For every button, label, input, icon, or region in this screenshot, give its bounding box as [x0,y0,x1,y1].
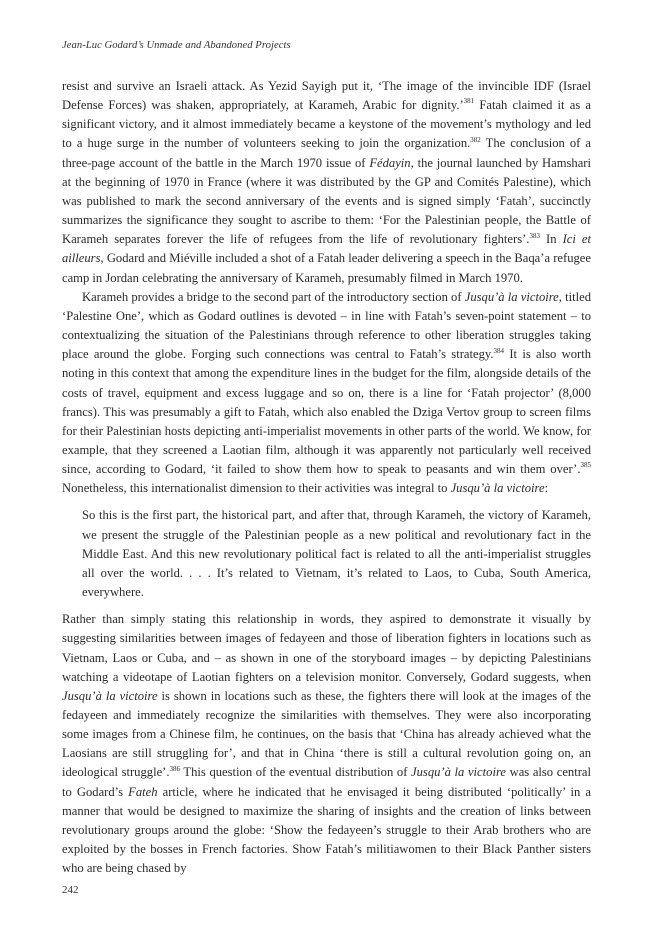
text-run: The conclusion of a three-page account of the battle in the March 1970 issue of [62,136,591,170]
text-run: Nonetheless, this internationalist dimension to their activities was integral to [62,481,451,496]
block-quote: So this is the first part, the historical part, and after that, through Karameh, the victory of Karameh, we present the struggle of the Palestinian people as a new political and revolutionary fact in the Middle East. And this new revolutionary political fact is related to all the anti-imperialist struggles all over the world. . . . It’s related to Vietnam, it’s related to Laos, to Cuba, South America, everywhere. [82,508,591,600]
italic-title: Jusqu’à la victoire [450,481,545,496]
text-run: article, where he indicated that he envisaged it being distributed ‘politically’ in a manner that would be designed to maximize the sharing of insights and the creation of links between revolutionary groups around the globe: ‘Show the fedayeen’s struggle to their Arab brothers who are exploited by the bosses in French factories. Show Fatah’s militiawomen to their Black Panther sisters who are being chased by [62,784,591,876]
footnote-ref: 384 [493,346,505,355]
text-run: is shown in locations such as these, the fighters there will look at the images of the fedayeen and immediately recognize the similarities with themselves. They were also incorporating some images from a Chinese film, he continues, on the basis that ‘China has already achieved what the Laosians are still struggling for’, and that in China ‘there is still a cultural revolution going on, an ideological struggle’. [62,688,591,780]
text-run: In [539,232,563,247]
running-head: Jean-Luc Godard’s Unmade and Abandoned Projects [62,40,291,51]
footnote-ref: 383 [529,231,540,240]
text-run: : [544,481,549,496]
text-run: Rather than simply stating this relationship in words, they aspired to demonstrate it visually by suggesting similarities between images of fedayeen and those of liberation fighters in locations such as Vietnam, Laos or Cuba, and – as shown in one of the storyboard images – by depicting Palestinians watching a videotape of Laotian fighters on a television monitor. Conversely, Godard suggests, when [62,612,591,684]
italic-title: Jusqu’à la victoire [464,289,559,304]
text-run: , Godard and Miéville included a shot of a Fatah leader delivering a speech in the Baqa’a refugee camp in Jordan celebrating the anniversary of Karameh, presumably filmed in March 1970. [62,251,591,285]
text-run: , titled ‘Palestine One’, which as Godard outlines is devoted – in line with Fatah’s seven-point statement – to contextualizing the situation of the Palestinians through reference to other liberation struggles taking place around the globe. Forging such connections was central to Fatah’s strategy. [62,289,591,362]
italic-title: Fateh [128,784,158,799]
footnote-ref: 386 [169,764,181,773]
text-run: Karameh provides a bridge to the second part of the introductory section of [82,289,465,304]
body-text [62,77,591,878]
text-run: was also central to Godard’s [62,765,592,799]
text-run: This question of the eventual distribution of [180,765,412,780]
footnote-ref: 385 [580,461,591,470]
italic-title: Jusqu’à la victoire [411,765,506,780]
paragraph-3 [62,610,591,878]
italic-title: Ici et ailleurs [62,232,591,266]
text-run: , the journal launched by Hamshari at the beginning of 1970 in France (where it was distributed by the GP and Comités Palestine), which was published to mark the second anniversary of the events and is signed simply ‘Fatah’, succinctly summarizes the significance they sought to ascribe to them: ‘For the Palestinian people, the Battle of Karameh separates forever the life of refugees from the life of revolutionary fighters’. [62,155,591,247]
text-run: resist and survive an Israeli attack. As Yezid Sayigh put it, ‘The image of the invincible IDF (Israel Defense Forces) was shaken, appropriately, at Karameh, Arabic for dignity.’ [62,79,591,113]
paragraph-1 [62,77,591,288]
italic-title: Fédayin [369,155,411,170]
paragraph-2 [62,288,591,499]
italic-title: Jusqu’à la victoire [62,688,158,703]
text-run: Fatah claimed it as a significant victory, and it almost immediately became a keystone of the movement’s mythology and led to a huge surge in the number of volunteers seeking to join the organization. [62,98,591,151]
page-number: 242 [62,884,79,896]
footnote-ref: 381 [463,97,475,106]
text-run: It is also worth noting in this context that among the expenditure lines in the budget for the film, alongside details of the costs of travel, equipment and excess luggage and so on, there is a line for ‘Fatah projector’ (8,000 francs). This was presumably a gift to Fatah, which also enabled the Dziga Vertov group to screen films for their Palestinian hosts depicting anti-imperialist movements in other parts of the world. We know, for example, that they screened a Laotian film, although it was apparently not particularly well received since, according to Godard, ‘it failed to show them how to speak to peasants and win them over’. [62,347,591,477]
footnote-ref: 382 [470,135,481,144]
